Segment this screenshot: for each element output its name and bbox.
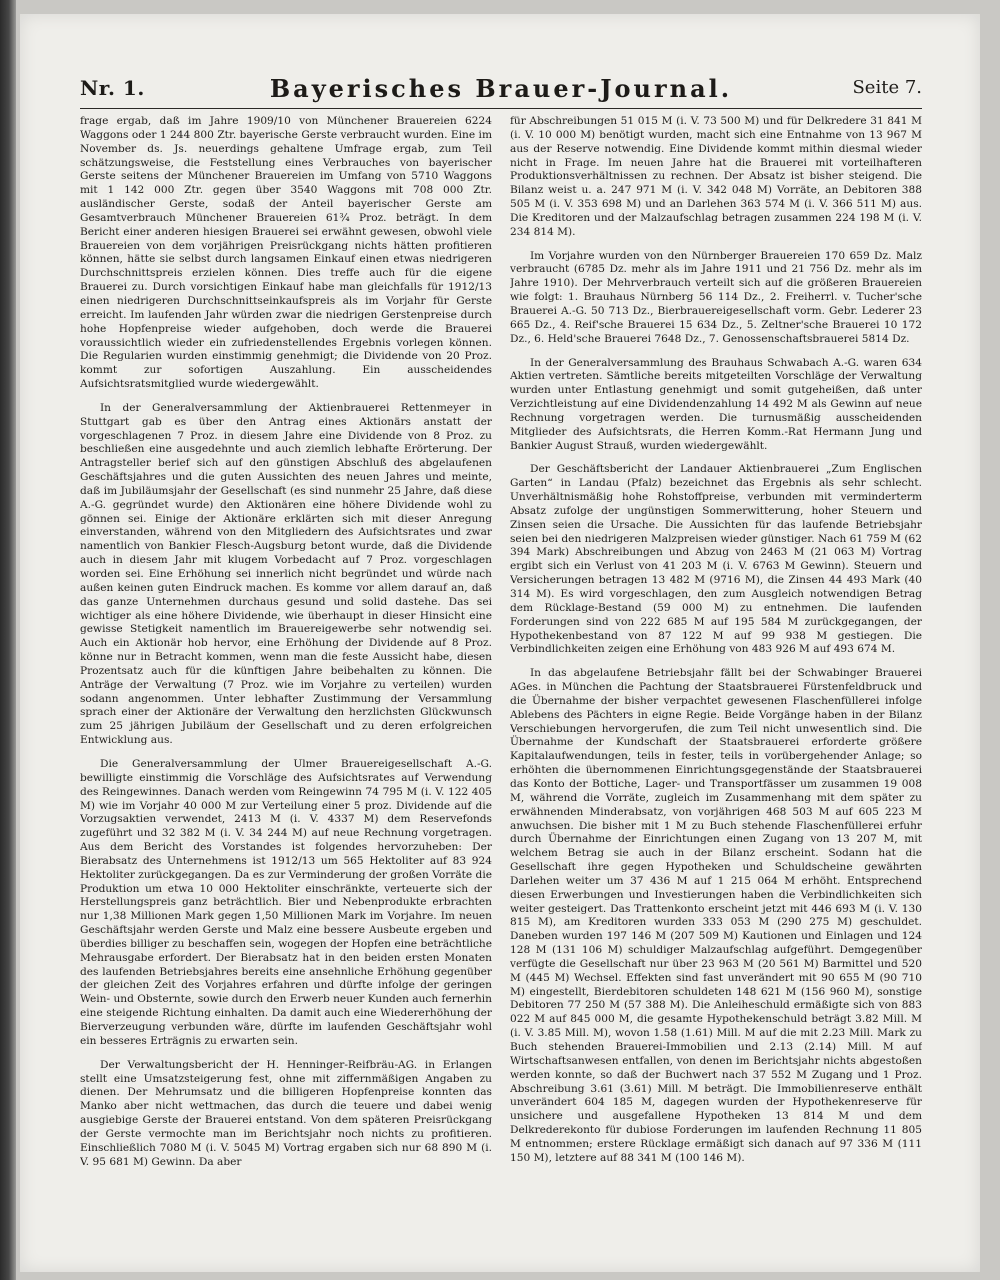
article-paragraph: Der Verwaltungsbericht der H. Henninger-Reifbräu-AG. in Erlangen stellt eine Umsatzsteigerung fest, ohne mit ziffernmäßigen Angaben zu dienen. Der Mehrumsatz und die billigeren Hopfenpreise konnten das Manko aber nicht wettmachen, das durch die teuere und dabei wenig ausgiebige Gerste der Brauerei entstand. Von dem späteren Preisrückgang der Gerste vermochte man im Berichtsjahr noch nichts zu profitieren. Einschließlich 7080 M (i. V. 5045 M) Vortrag ergaben sich nur 68 890 M (i. V. 95 681 M) Gewinn. Da aber — [80, 1058, 492, 1168]
article-paragraph: Im Vorjahre wurden von den Nürnberger Brauereien 170 659 Dz. Malz verbraucht (6785 Dz. mehr als im Jahre 1911 und 21 756 Dz. mehr als im Jahre 1910). Der Mehrverbrauch verteilt sich auf die größeren Brauereien wie folgt: 1. Brauhaus Nürnberg 56 114 Dz., 2. Freiherrl. v. Tucher'sche Brauerei A.-G. 50 713 Dz., Bierbrauereigesellschaft vorm. Gebr. Lederer 23 665 Dz., 4. Reif'sche Brauerei 15 634 Dz., 5. Zeltner'sche Brauerei 10 172 Dz., 6. Held'sche Brauerei 7648 Dz., 7. Genossenschaftsbrauerei 5814 Dz. — [510, 249, 922, 345]
page-number: Seite 7. — [852, 77, 922, 98]
article-paragraph: frage ergab, daß im Jahre 1909/10 von Münchener Brauereien 6224 Waggons oder 1 244 800 Ztr. bayerische Gerste verbraucht wurden. Eine im November ds. Js. neuerdings gehaltene Umfrage ergab, zum Teil schätzungsweise, die Feststellung eines Verbrauches von bayerischer Gerste seitens der Münchener Brauereien im Umfang von 5710 Waggons mit 1 142 000 Ztr. gegen über 3540 Waggons mit 708 000 Ztr. ausländischer Gerste, sodaß der Anteil bayerischer Gerste am Gesamtverbrauch Münchener Brauereien 61¾ Proz. beträgt. In dem Bericht einer anderen hiesigen Brauerei sei erwähnt gewesen, obwohl viele Brauereien von dem vorjährigen Preisrückgang nichts hätten profitieren können, hätte sie selbst durch langsamen Einkauf einen etwas niedrigeren Durchschnittspreis erzielen können. Dies treffe auch für die eigene Brauerei zu. Durch vorsichtigen Einkauf habe man gleichfalls für 1912/13 einen niedrigeren Durchschnittseinkaufspreis als im Vorjahr für Gerste erreicht. Im laufenden Jahr würden zwar die niedrigen Gerstenpreise durch hohe Hopfenpreise wieder aufgehoben, doch werde die Brauerei voraussichtlich wieder ein zufriedenstellendes Ergebnis vorlegen können. Die Regularien wurden einstimmig genehmigt; die Dividende von 20 Proz. kommt zur sofortigen Auszahlung. Ein ausscheidendes Aufsichtsratsmitglied wurde wiedergewählt. — [80, 115, 492, 391]
article-paragraph: für Abschreibungen 51 015 M (i. V. 73 500 M) und für Delkredere 31 841 M (i. V. 10 000 M) benötigt wurden, macht sich eine Entnahme von 13 967 M aus der Reserve notwendig. Eine Dividende kommt mithin diesmal wieder nicht in Frage. Im neuen Jahre hat die Brauerei mit vorteilhafteren Produktionsverhältnissen zu rechnen. Der Absatz ist bisher steigend. Die Bilanz weist u. a. 247 971 M (i. V. 342 048 M) Vorräte, an Debitoren 388 505 M (i. V. 353 698 M) und an Darlehen 363 574 M (i. V. 366 511 M) aus. Die Kreditoren und der Malzaufschlag betragen zusammen 224 198 M (i. V. 234 814 M). — [510, 115, 922, 238]
article-paragraph: In der Generalversammlung der Aktienbrauerei Rettenmeyer in Stuttgart gab es über den Antrag eines Aktionärs anstatt der vorgeschlagenen 7 Proz. in diesem Jahre eine Dividende von 8 Proz. zu beschließen eine ausgedehnte und auch ziemlich lebhafte Erörterung. Der Antragsteller berief sich auf den günstigen Abschluß des abgelaufenen Geschäftsjahres und die guten Aussichten des neuen Jahres und meinte, daß im Jubiläumsjahr der Gesellschaft (es sind nunmehr 25 Jahre, daß diese A.-G. gegründet wurde) den Aktionären eine höhere Dividende wohl zu gönnen sei. Einige der Aktionäre erklärten sich mit dieser Anregung einverstanden, während von den Mitgliedern des Aufsichtsrates und zwar namentlich von Bankier Flesch-Augsburg betont wurde, daß die Dividende auch in diesem Jahr mit klugem Vorbedacht auf 7 Proz. vorgeschlagen worden sei. Eine Erhöhung sei innerlich nicht begründet und würde nach außen keinen guten Eindruck machen. Es komme vor allem darauf an, daß das ganze Unternehmen durchaus gesund und solid dastehe. Das sei wichtiger als eine höhere Dividende, wie überhaupt in dieser Hinsicht eine gewisse Stetigkeit namentlich im Brauereigewerbe sehr notwendig sei. Auch ein Aktionär hob hervor, eine Erhöhung der Dividende auf 8 Proz. könne nur in Betracht kommen, wenn man die feste Aussicht habe, diesen Prozentsatz auch für die künftigen Jahre beibehalten zu können. Die Anträge der Verwaltung (7 Proz. wie im Vorjahre zu verteilen) wurden sodann angenommen. Unter lebhafter Zustimmung der Versammlung sprach einer der Aktionäre der Verwaltung den herzlichsten Glückwunsch zum 25 jährigen Jubiläum der Gesellschaft und zu deren erfolgreichen Entwicklung aus. — [80, 401, 492, 747]
article-paragraph: In das abgelaufene Betriebsjahr fällt bei der Schwabinger Brauerei AGes. in München die Pachtung der Staatsbrauerei Fürstenfeldbruck und die Übernahme der bisher verpachtet gewesenen Flaschenfüllerei infolge Ablebens des Pächters in eigne Regie. Beide Vorgänge haben in der Bilanz Verschiebungen hervorgerufen, die zum Teil nicht unwesentlich sind. Die Übernahme der Kundschaft der Staatsbrauerei erforderte größere Kapitalaufwendungen, teils in fester, teils in vorübergehender Anlage; so erhöhten die übernommenen Einrichtungsgegenstände der Staatsbrauerei das Konto der Bottiche, Lager- und Transportfässer um zusammen 19 008 M, während die Vorräte, zugleich im Zusammenhang mit dem später zu erwähnenden Minderabsatz, von vorjährigen 468 503 M auf 605 223 M anwuchsen. Die bisher mit 1 M zu Buch stehende Flaschenfüllerei erfuhr durch Übernahme der Einrichtungen einen Zugang von 13 207 M, mit welchem Betrag sie auch in der Bilanz erscheint. Sodann hat die Gesellschaft ihre gegen Hypotheken und Schuldscheine gewährten Darlehen weiter um 37 436 M auf 1 215 064 M erhöht. Entsprechend diesen Erwerbungen und Investierungen haben die Verbindlichkeiten sich weiter gesteigert. Das Trattenkonto erscheint jetzt mit 446 693 M (i. V. 130 815 M), am Kreditoren wurden 333 053 M (290 275 M) geschuldet. Daneben wurden 197 146 M (207 509 M) Kautionen und Einlagen und 124 128 M (131 106 M) schuldiger Malzaufschlag aufgeführt. Demgegenüber verfügte die Gesellschaft nur über 23 963 M (20 561 M) Barmittel und 520 M (445 M) Wechsel. Effekten sind fast unverändert mit 90 655 M (90 710 M) eingestellt, Bierdebitoren schuldeten 148 621 M (156 960 M), sonstige Debitoren 77 250 M (57 388 M). Die Anleiheschuld ermäßigte sich von 883 022 M auf 845 000 M, die gesamte Hypothekenschuld beträgt 3.82 Mill. M (i. V. 3.85 Mill. M), wovon 1.58 (1.61) Mill. M auf die mit 2.23 Mill. Mark zu Buch stehenden Brauerei-Immobilien und 2.13 (2.14) Mill. M auf Wirtschaftsanwesen entfallen, von denen im Berichtsjahr nichts abgestoßen werden konnte, so daß der Buchwert nach 37 552 M Zugang und 1 Proz. Abschreibung 3.61 (3.61) Mill. M beträgt. Die Immobilienreserve enthält unverändert 604 185 M, dagegen wurden der Hypothekenreserve für unsichere und ausgefallene Hypotheken 13 814 M und dem Delkrederekonto für dubiose Forderungen im laufenden Rechnung 11 805 M entnommen; erstere Rücklage ermäßigt sich danach auf 97 336 M (111 150 M), letztere auf 88 341 M (100 146 M). — [510, 667, 922, 1164]
journal-title: Bayerisches Brauer-Journal. — [269, 74, 733, 103]
article-paragraph: Der Geschäftsbericht der Landauer Aktienbrauerei „Zum Englischen Garten“ in Landau (Pfalz) bezeichnet das Ergebnis als sehr schlecht. Unverhältnismäßig hohe Rohstoffpreise, verbunden mit verminderterm Absatz zufolge der ungünstigen Sommerwitterung, hoher Steuern und Zinsen seien die Ursache. Die Aussichten für das laufende Betriebsjahr seien bei den niedrigeren Malzpreisen wieder günstiger. Nach 61 759 M (62 394 Mark) Abschreibungen und Abzug von 2463 M (21 063 M) Vortrag ergibt sich ein Verlust von 41 203 M (i. V. 6763 M Gewinn). Steuern und Versicherungen betragen 13 482 M (9716 M), die Zinsen 44 493 Mark (40 314 M). Es wird vorgeschlagen, den zum Ausgleich notwendigen Betrag dem Rücklage-Bestand (59 000 M) zu entnehmen. Die laufenden Forderungen sind von 222 685 M auf 195 584 M zurückgegangen, der Hypothekenbestand von 87 122 M auf 99 938 M gestiegen. Die Verbindlichkeiten zeigen eine Erhöhung von 483 926 M auf 493 674 M. — [510, 463, 922, 656]
left-column — [80, 115, 492, 1235]
issue-number: Nr. 1. — [80, 76, 145, 100]
article-paragraph: Die Generalversammlung der Ulmer Brauereigesellschaft A.-G. bewilligte einstimmig die Vorschläge des Aufsichtsrates auf Verwendung des Reingewinnes. Danach werden vom Reingewinn 74 795 M (i. V. 122 405 M) wie im Vorjahr 40 000 M zur Verteilung einer 5 proz. Dividende auf die Vorzugsaktien verwendet, 2413 M (i. V. 4337 M) dem Reservefonds zugeführt und 32 382 M (i. V. 34 244 M) auf neue Rechnung vorgetragen. Aus dem Bericht des Vorstandes ist folgendes hervorzuheben: Der Bierabsatz des Unternehmens ist 1912/13 um 565 Hektoliter auf 83 924 Hektoliter zurückgegangen. Da es zur Verminderung der großen Vorräte die Produktion um etwa 10 000 Hektoliter einschränkte, verteuerte sich der Herstellungspreis ganz beträchtlich. Bier und Nebenprodukte erbrachten nur 1,38 Millionen Mark gegen 1,50 Millionen Mark im Vorjahre. Im neuen Geschäftsjahr werden Gerste und Malz eine bessere Ausbeute ergeben und überdies billiger zu beschaffen sein, wogegen der Hopfen eine beträchtliche Mehrausgabe erfordert. Der Bierabsatz hat in den beiden ersten Monaten des laufenden Betriebsjahres bereits eine ansehnliche Erhöhung gegenüber der gleichen Zeit des Vorjahres erfahren und dürfte infolge der geringen Wein- und Obsternte, sowie durch den Erwerb neuer Kunden auch fernerhin eine steigende Richtung einhalten. Da damit auch eine Wiedererhöhung der Bierverzeugung verbunden wäre, dürfte im laufenden Geschäftsjahr wohl ein besseres Erträgnis zu erwarten sein. — [80, 757, 492, 1047]
binding-edge — [0, 0, 16, 1280]
article-paragraph: In der Generalversammlung des Brauhaus Schwabach A.-G. waren 634 Aktien vertreten. Sämtliche bereits mitgeteilten Vorschläge der Verwaltung wurden unter Entlastung genehmigt und somit gutgeheißen, daß unter Verzichtleistung auf eine Dividendenzahlung 14 492 M als Gewinn auf neue Rechnung vorgetragen werden. Die turnusmäßig ausscheidenden Mitglieder des Aufsichtsrats, die Herren Komm.-Rat Hermann Jung und Bankier August Strauß, wurden wiedergewählt. — [510, 356, 922, 452]
right-column — [510, 115, 922, 1235]
page-header — [80, 74, 922, 109]
